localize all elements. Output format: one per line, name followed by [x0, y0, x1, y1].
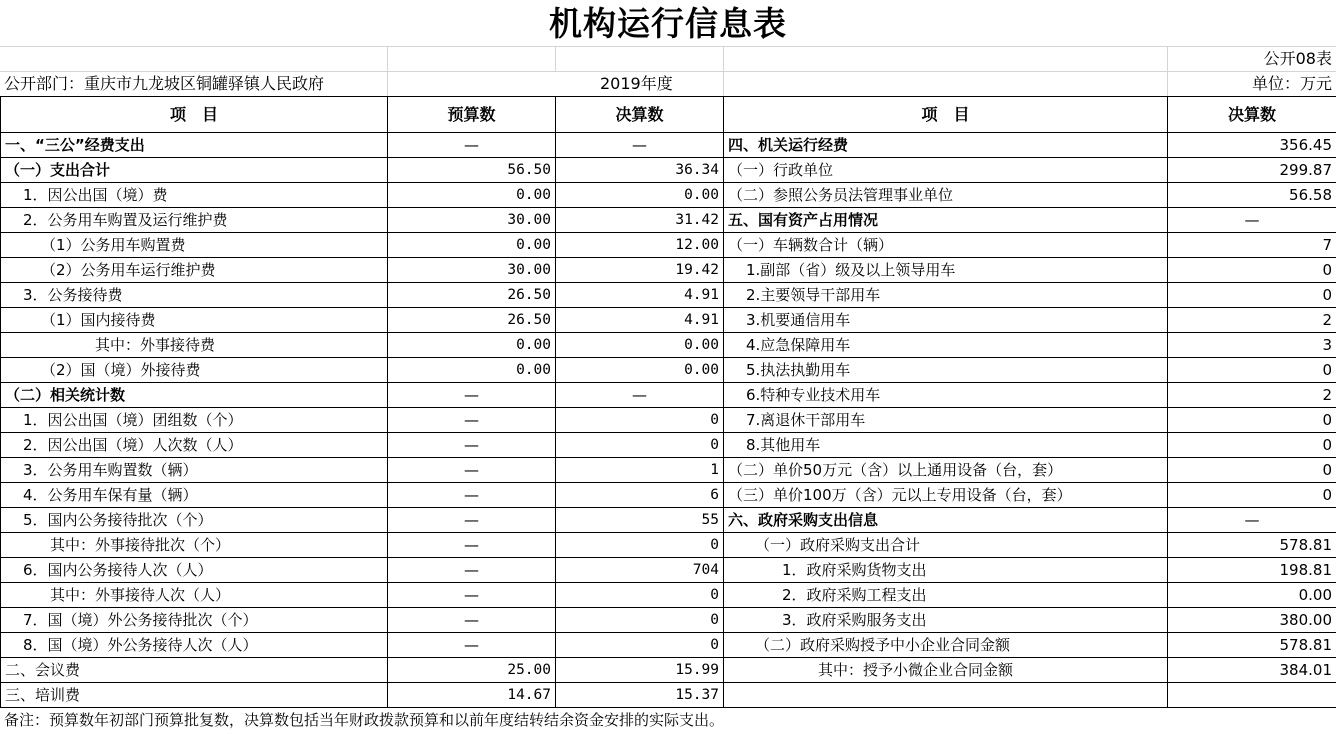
table-row	[1, 258, 1336, 283]
left-item-label: 一、“三公”经费支出	[1, 133, 388, 158]
budget-value: —	[388, 383, 556, 408]
table-row	[1, 633, 1336, 658]
budget-value: —	[388, 633, 556, 658]
table-row	[1, 283, 1336, 308]
header-budget: 预算数	[388, 97, 556, 133]
final-value-left: 0	[556, 408, 724, 433]
grid-line	[1167, 46, 1168, 96]
budget-value: 0.00	[388, 183, 556, 208]
final-value-right: 0	[1168, 433, 1336, 458]
final-value-left: 0	[556, 608, 724, 633]
table-row	[1, 408, 1336, 433]
final-value-left: 6	[556, 483, 724, 508]
right-item-label: 1.副部（省）级及以上领导用车	[724, 258, 1168, 283]
budget-value: —	[388, 608, 556, 633]
table-row	[1, 658, 1336, 683]
budget-value: 25.00	[388, 658, 556, 683]
unit-label: 单位：万元	[1251, 74, 1332, 93]
left-item-label: （2）国（境）外接待费	[1, 358, 388, 383]
final-value-left: 1	[556, 458, 724, 483]
right-item-label: 7.离退休干部用车	[724, 408, 1168, 433]
right-item-label: （一）政府采购支出合计	[724, 533, 1168, 558]
budget-value: —	[388, 133, 556, 158]
table-row	[1, 308, 1336, 333]
left-item-label: 其中：外事接待费	[1, 333, 388, 358]
budget-value: 30.00	[388, 208, 556, 233]
final-value-left: 15.37	[556, 683, 724, 708]
right-item-label: （二）参照公务员法管理事业单位	[724, 183, 1168, 208]
final-value-left: 4.91	[556, 308, 724, 333]
left-item-label: 3．公务接待费	[1, 283, 388, 308]
final-value-right: 2	[1168, 308, 1336, 333]
final-value-left: 12.00	[556, 233, 724, 258]
budget-value: 14.67	[388, 683, 556, 708]
right-item-label: （一）车辆数合计（辆）	[724, 233, 1168, 258]
header-final-right: 决算数	[1168, 97, 1336, 133]
left-item-label: 其中：外事接待批次（个）	[1, 533, 388, 558]
left-item-label: 三、培训费	[1, 683, 388, 708]
left-item-label: 4．公务用车保有量（辆）	[1, 483, 388, 508]
right-item-label: （一）行政单位	[724, 158, 1168, 183]
final-value-left: 31.42	[556, 208, 724, 233]
final-value-right: 0	[1168, 483, 1336, 508]
final-value-left: 19.42	[556, 258, 724, 283]
right-item-label: 5.执法执勤用车	[724, 358, 1168, 383]
table-code: 公开08表	[1263, 49, 1332, 68]
budget-value: 0.00	[388, 333, 556, 358]
final-value-right: 578.81	[1168, 533, 1336, 558]
budget-value: —	[388, 433, 556, 458]
grid-line	[555, 46, 556, 71]
table-row	[1, 608, 1336, 633]
final-value-right: 578.81	[1168, 633, 1336, 658]
final-value-left: 4.91	[556, 283, 724, 308]
budget-value: 26.50	[388, 283, 556, 308]
left-item-label: 5．国内公务接待批次（个）	[1, 508, 388, 533]
header-row	[1, 97, 1336, 133]
left-item-label: 8．国（境）外公务接待人次（人）	[1, 633, 388, 658]
right-item-label: （二）单价50万元（含）以上通用设备（台，套）	[724, 458, 1168, 483]
right-item-label: 2．政府采购工程支出	[724, 583, 1168, 608]
final-value-left: 0.00	[556, 183, 724, 208]
right-item-label: 1．政府采购货物支出	[724, 558, 1168, 583]
table-row	[1, 233, 1336, 258]
footnote: 备注：预算数年初部门预算批复数，决算数包括当年财政拨款预算和以前年度结转结余资金安排的实际支出。	[4, 711, 725, 729]
left-item-label: 二、会议费	[1, 658, 388, 683]
left-item-label: 2．公务用车购置及运行维护费	[1, 208, 388, 233]
table-row	[1, 383, 1336, 408]
right-item-label: 其中：授予小微企业合同金额	[724, 658, 1168, 683]
table-body	[1, 97, 1336, 708]
budget-value: 56.50	[388, 158, 556, 183]
right-item-label	[724, 683, 1168, 708]
final-value-right: 384.01	[1168, 658, 1336, 683]
right-item-label: 3.机要通信用车	[724, 308, 1168, 333]
final-value-right: 0	[1168, 358, 1336, 383]
budget-value: 0.00	[388, 233, 556, 258]
left-item-label: （1）国内接待费	[1, 308, 388, 333]
right-item-label: 六、政府采购支出信息	[724, 508, 1168, 533]
budget-value: —	[388, 508, 556, 533]
grid-line	[387, 46, 388, 96]
final-value-left: 55	[556, 508, 724, 533]
table-row	[1, 208, 1336, 233]
budget-value: —	[388, 458, 556, 483]
right-item-label: 6.特种专业技术用车	[724, 383, 1168, 408]
right-item-label: 四、机关运行经费	[724, 133, 1168, 158]
table-row	[1, 683, 1336, 708]
fiscal-year: 2019年度	[600, 74, 673, 93]
left-item-label: 其中：外事接待人次（人）	[1, 583, 388, 608]
final-value-right: —	[1168, 208, 1336, 233]
table-row	[1, 483, 1336, 508]
left-item-label: 7．国（境）外公务接待批次（个）	[1, 608, 388, 633]
left-item-label: 1．因公出国（境）费	[1, 183, 388, 208]
budget-value: —	[388, 533, 556, 558]
table-row	[1, 558, 1336, 583]
left-item-label: （2）公务用车运行维护费	[1, 258, 388, 283]
left-item-label: 2．因公出国（境）人次数（人）	[1, 433, 388, 458]
budget-value: —	[388, 558, 556, 583]
final-value-left: 0	[556, 533, 724, 558]
final-value-left: 0	[556, 583, 724, 608]
left-item-label: （一）支出合计	[1, 158, 388, 183]
budget-value: 30.00	[388, 258, 556, 283]
final-value-right: 2	[1168, 383, 1336, 408]
right-item-label: 五、国有资产占用情况	[724, 208, 1168, 233]
right-item-label: 3．政府采购服务支出	[724, 608, 1168, 633]
final-value-right: 356.45	[1168, 133, 1336, 158]
budget-value: 0.00	[388, 358, 556, 383]
department-label: 公开部门：重庆市九龙坡区铜罐驿镇人民政府	[4, 74, 325, 93]
final-value-right: 198.81	[1168, 558, 1336, 583]
table-row	[1, 583, 1336, 608]
left-item-label: 3．公务用车购置数（辆）	[1, 458, 388, 483]
final-value-left: 704	[556, 558, 724, 583]
final-value-right: 299.87	[1168, 158, 1336, 183]
final-value-left: —	[556, 383, 724, 408]
header-final-left: 决算数	[556, 97, 724, 133]
budget-value: —	[388, 483, 556, 508]
final-value-left: 0.00	[556, 358, 724, 383]
table-row	[1, 508, 1336, 533]
final-value-left: 0	[556, 633, 724, 658]
table-row	[1, 358, 1336, 383]
table-row	[1, 333, 1336, 358]
final-value-left: 15.99	[556, 658, 724, 683]
table-row	[1, 158, 1336, 183]
table-row	[1, 183, 1336, 208]
final-value-right: 0	[1168, 258, 1336, 283]
left-item-label: （二）相关统计数	[1, 383, 388, 408]
final-value-left: 0.00	[556, 333, 724, 358]
left-item-label: 1．因公出国（境）团组数（个）	[1, 408, 388, 433]
right-item-label: 2.主要领导干部用车	[724, 283, 1168, 308]
grid-line	[0, 46, 1336, 47]
table-row	[1, 458, 1336, 483]
final-value-right: 0.00	[1168, 583, 1336, 608]
final-value-right	[1168, 683, 1336, 708]
final-value-right: 56.58	[1168, 183, 1336, 208]
left-item-label: （1）公务用车购置费	[1, 233, 388, 258]
right-item-label: （三）单价100万（含）元以上专用设备（台，套）	[724, 483, 1168, 508]
left-item-label: 6．国内公务接待人次（人）	[1, 558, 388, 583]
table-row	[1, 533, 1336, 558]
final-value-right: 0	[1168, 408, 1336, 433]
grid-line	[723, 46, 724, 96]
budget-value: —	[388, 408, 556, 433]
right-item-label: 4.应急保障用车	[724, 333, 1168, 358]
budget-value: —	[388, 583, 556, 608]
budget-value: 26.50	[388, 308, 556, 333]
final-value-right: —	[1168, 508, 1336, 533]
final-value-right: 0	[1168, 283, 1336, 308]
info-table	[0, 96, 1336, 708]
final-value-left: 36.34	[556, 158, 724, 183]
table-row	[1, 433, 1336, 458]
final-value-right: 0	[1168, 458, 1336, 483]
right-item-label: 8.其他用车	[724, 433, 1168, 458]
final-value-right: 3	[1168, 333, 1336, 358]
table-row	[1, 133, 1336, 158]
final-value-left: 0	[556, 433, 724, 458]
final-value-left: —	[556, 133, 724, 158]
final-value-right: 380.00	[1168, 608, 1336, 633]
header-left-item: 项 目	[1, 97, 388, 133]
final-value-right: 7	[1168, 233, 1336, 258]
header-right-item: 项 目	[724, 97, 1168, 133]
page-title: 机构运行信息表	[549, 4, 787, 43]
right-item-label: （二）政府采购授予中小企业合同金额	[724, 633, 1168, 658]
